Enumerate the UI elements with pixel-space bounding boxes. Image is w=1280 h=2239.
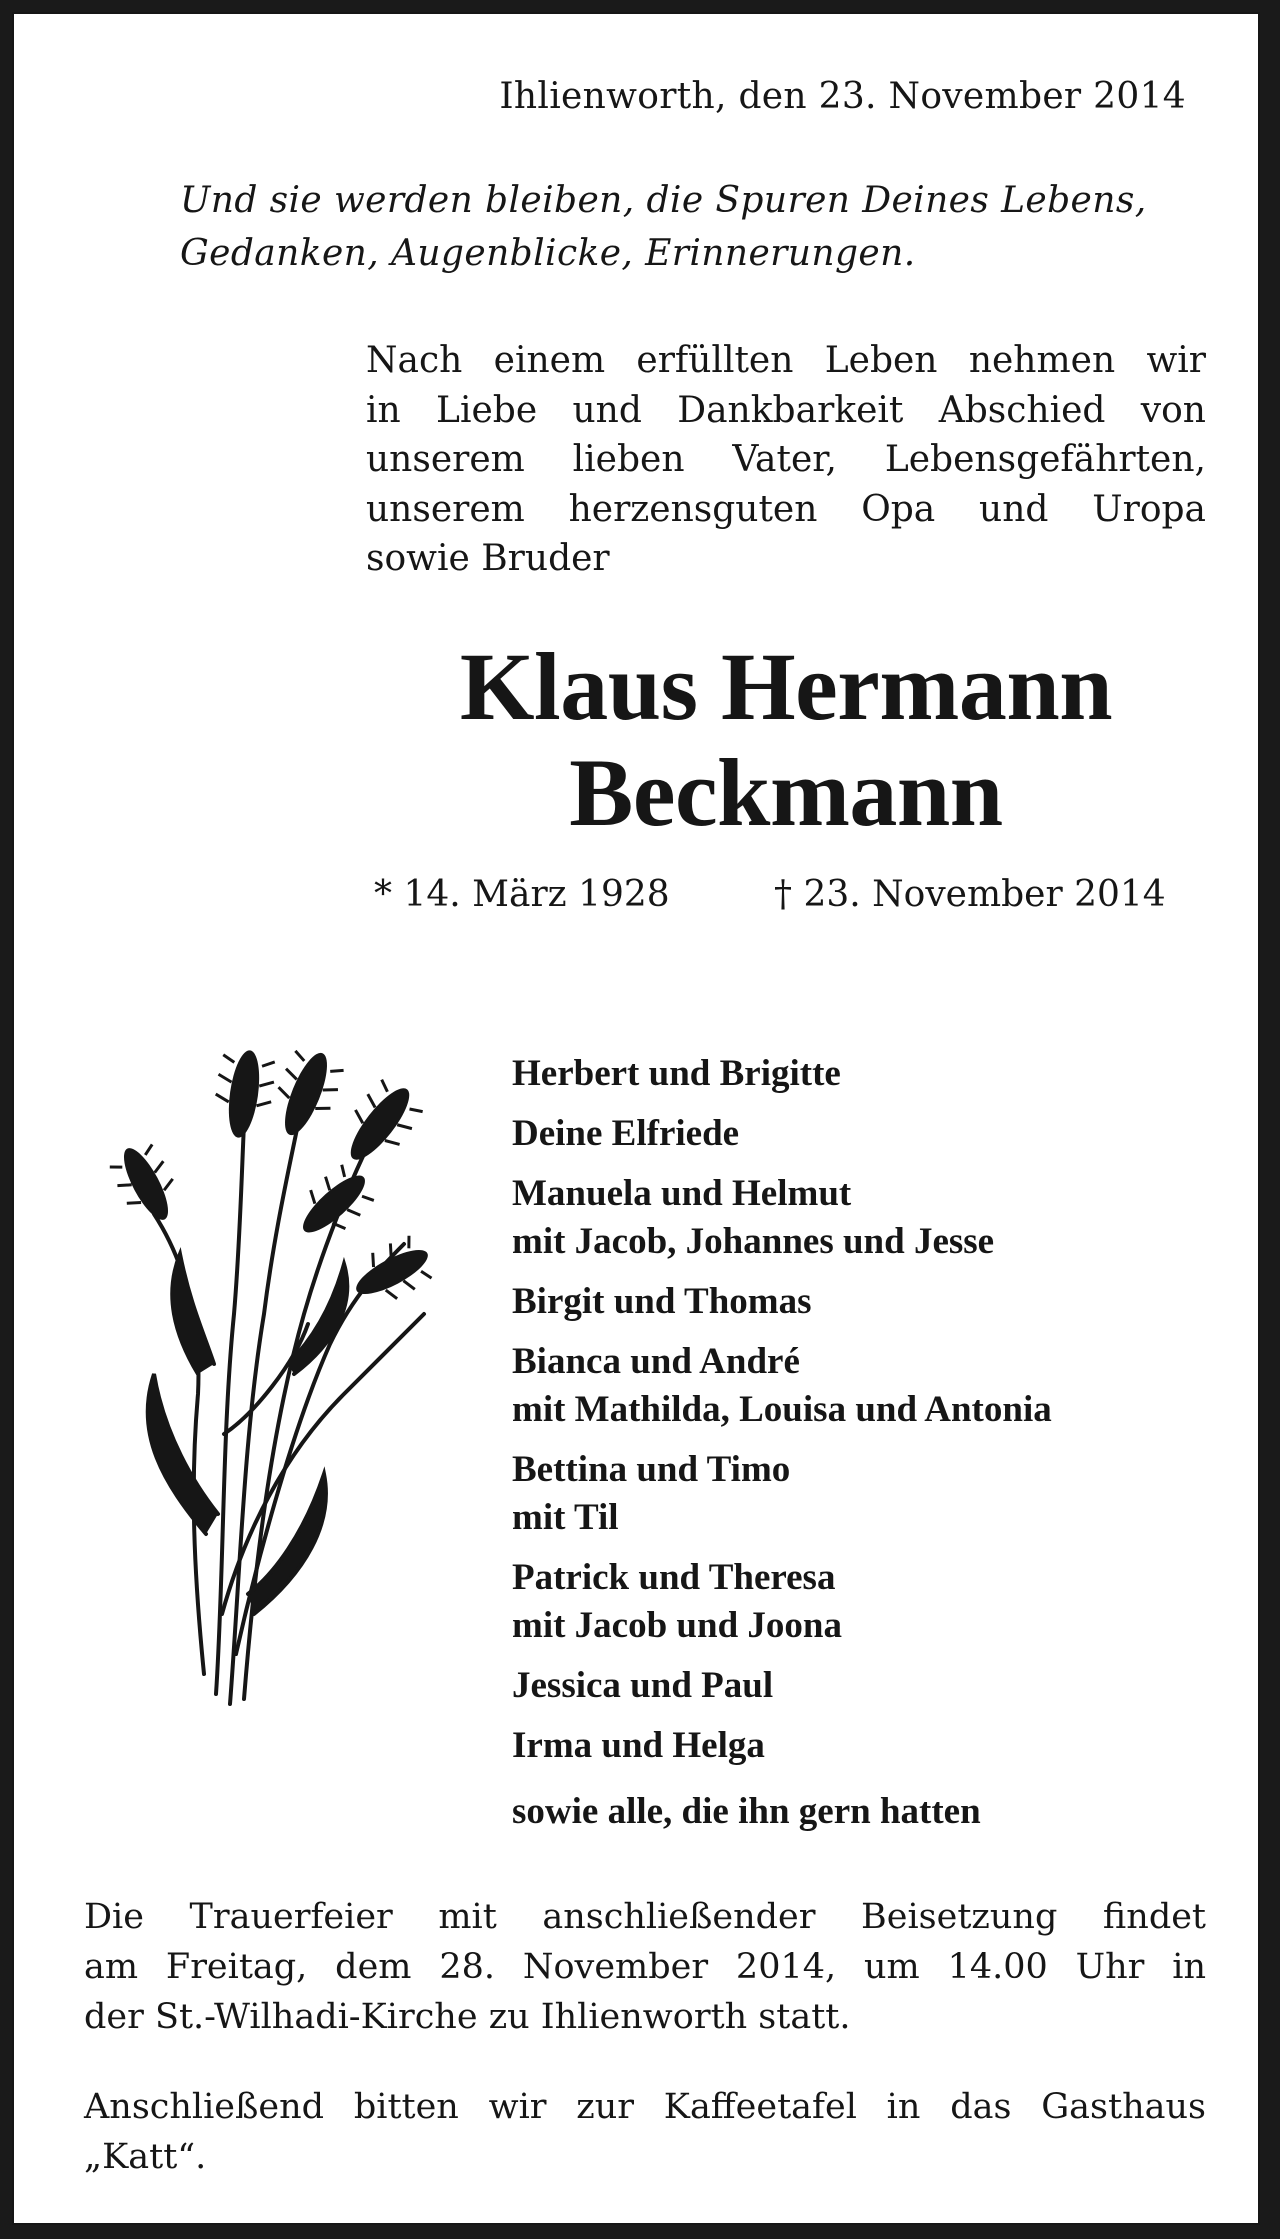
- place-date: Ihlienworth, den 23. November 2014: [499, 76, 1186, 117]
- mourners-closing: sowie alle, die ihn gern hatten: [512, 1791, 981, 1832]
- intro-line: unserem lieben Vater, Lebensgefährten,: [366, 439, 1206, 480]
- mourner-line: Bianca und André: [512, 1341, 800, 1382]
- mourner-group: [512, 1446, 1232, 1542]
- mourner-line: mit Til: [512, 1497, 619, 1538]
- intro-line: unserem herzensguten Opa und Uropa: [366, 488, 1206, 530]
- coffee-line: Anschließend bitten wir zur Kaffeetafel in das Gasthaus: [84, 2087, 1206, 2127]
- wheat-ears-icon: [94, 1014, 434, 1734]
- mourner-group: [512, 1278, 1232, 1326]
- deceased-name-line: Beckmann: [569, 739, 1003, 846]
- mourner-group: [512, 1554, 1232, 1650]
- obituary-notice: [12, 12, 1260, 2225]
- motto-line: Und sie werden bleiben, die Spuren Deines Lebens,: [180, 180, 1147, 221]
- coffee-invitation: [84, 2082, 1206, 2182]
- intro-line: sowie Bruder: [366, 538, 610, 579]
- mourner-line: Herbert und Brigitte: [512, 1053, 841, 1094]
- intro-line: in Liebe und Dankbarkeit Abschied von: [366, 389, 1206, 431]
- mourner-line: mit Jacob und Joona: [512, 1605, 842, 1646]
- mourner-group: [512, 1050, 1232, 1098]
- mourner-line: mit Jacob, Johannes und Jesse: [512, 1221, 995, 1262]
- mourner-group: [512, 1110, 1232, 1158]
- mourner-line: Patrick und Theresa: [512, 1557, 836, 1598]
- intro-line: Nach einem erfüllten Leben nehmen wir: [366, 340, 1206, 381]
- ceremony-line: der St.-Wilhadi-Kirche zu Ihlienworth statt.: [84, 1997, 851, 2037]
- mourner-line: Irma und Helga: [512, 1725, 765, 1766]
- ceremony-line: Die Trauerfeier mit anschließender Beisetzung findet: [84, 1897, 1206, 1937]
- mourner-group: [512, 1722, 1232, 1770]
- mourner-line: Jessica und Paul: [512, 1665, 774, 1706]
- coffee-line: „Katt“.: [84, 2137, 207, 2177]
- mourner-line: Deine Elfriede: [512, 1113, 740, 1154]
- mourner-group: [512, 1170, 1232, 1266]
- deceased-name-line: Klaus Hermann: [459, 633, 1113, 740]
- mourner-line: Manuela und Helmut: [512, 1173, 852, 1214]
- mourners-list: [512, 1050, 1232, 1848]
- mourner-group: [512, 1338, 1232, 1434]
- mourner-group: [512, 1662, 1232, 1710]
- intro-text: [366, 336, 1206, 584]
- mourner-line: Bettina und Timo: [512, 1449, 791, 1490]
- deceased-name: [366, 634, 1206, 846]
- death-date: † 23. November 2014: [774, 874, 1166, 915]
- mourner-group: [512, 1788, 1232, 1836]
- ceremony-line: am Freitag, dem 28. November 2014, um 14.00 Uhr in: [84, 1947, 1206, 1987]
- mourner-line: Birgit und Thomas: [512, 1281, 812, 1322]
- mourner-line: mit Mathilda, Louisa und Antonia: [512, 1389, 1052, 1430]
- motto-quote: [180, 174, 1206, 280]
- birth-date: * 14. März 1928: [374, 874, 670, 915]
- ceremony-info: [84, 1892, 1206, 2042]
- motto-line: Gedanken, Augenblicke, Erinnerungen.: [180, 233, 916, 274]
